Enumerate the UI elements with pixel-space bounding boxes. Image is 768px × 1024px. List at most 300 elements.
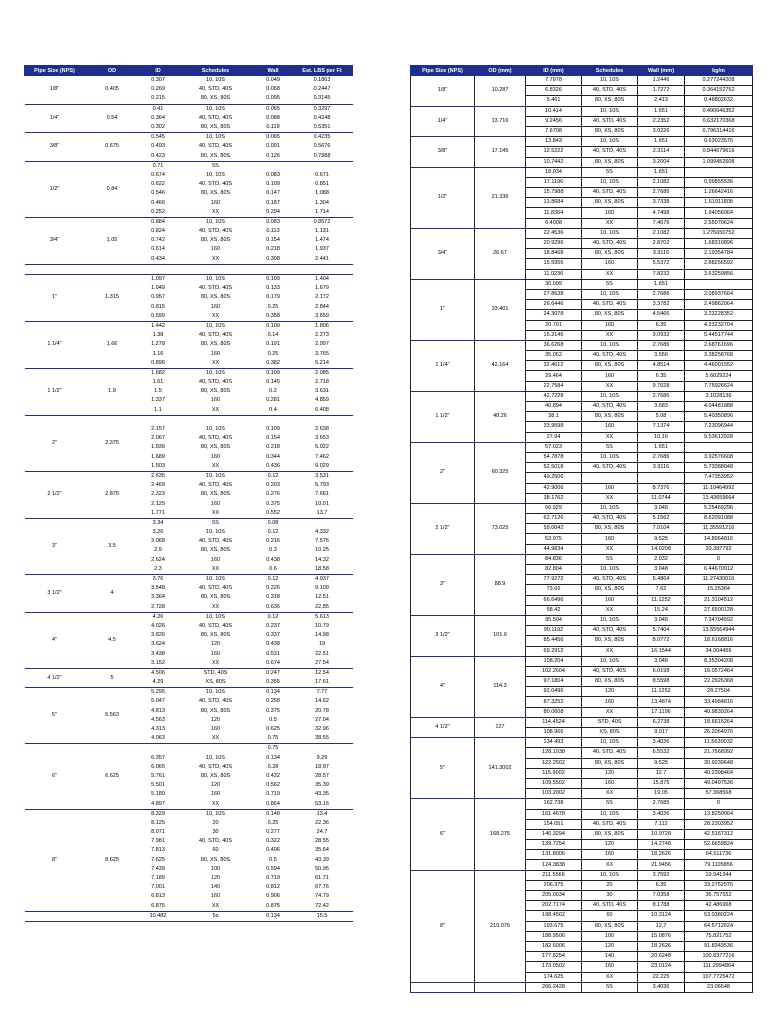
wall-cell: 0.719	[266, 791, 280, 798]
weight-cell: 1.714	[292, 208, 353, 218]
wall-cell: 0.864	[255, 799, 292, 809]
schedule-cell: 10, 10S	[177, 217, 255, 227]
weight-cell: 14.32	[315, 556, 329, 563]
wall-cell: 13.4874	[638, 697, 685, 707]
id-cell: 77.9272	[526, 575, 582, 585]
id-cell: 15.2146	[526, 330, 582, 340]
od-cell: 10.287	[475, 76, 526, 107]
weight-cell: 1.474	[315, 237, 329, 244]
schedule-cell: 120	[582, 941, 638, 951]
weight-cell: 19.941344	[685, 870, 753, 880]
wall-cell: 3.0226	[638, 126, 685, 136]
id-cell: 115.9002	[526, 768, 582, 778]
wall-cell: 6.5532	[638, 748, 685, 758]
weight-cell: 13.7	[292, 509, 353, 519]
schedule-cell: 160	[210, 726, 221, 733]
right-header-cell: kg/m	[685, 66, 753, 76]
weight-cell: 22.2926368	[685, 677, 753, 687]
wall-cell: 10.16	[638, 432, 685, 442]
wall-cell: 0.109	[266, 426, 280, 433]
left-table-row	[25, 415, 353, 425]
schedule-cell: 40, STD, 40S	[198, 435, 233, 442]
wall-cell: 6.35	[638, 320, 685, 330]
right-header-cell: Pipe Size (NPS)	[411, 66, 475, 76]
wall-cell: 8.5598	[638, 677, 685, 687]
id-cell: 0.302	[140, 123, 177, 133]
weight-cell: 2.68761696	[685, 340, 753, 350]
weight-cell: 7.47353952	[685, 473, 753, 483]
id-cell: 6.065	[151, 763, 165, 770]
wall-cell: 0.134	[255, 911, 292, 921]
wall-cell: 12.7	[638, 921, 685, 931]
schedule-cell: 40, STD, 40S	[582, 819, 638, 829]
id-cell: 0.884	[140, 217, 177, 227]
weight-cell: 1.275650752	[685, 228, 753, 238]
schedule-cell: XX	[177, 255, 255, 265]
id-cell: 161.4678	[526, 809, 582, 819]
weight-cell: 18.6615264	[685, 717, 753, 727]
schedule-cell: XS, 80S	[582, 728, 638, 738]
weight-cell: 10.01	[315, 500, 329, 507]
weight-cell: 0.5351	[292, 123, 353, 133]
weight-cell: 2.88256592	[685, 259, 753, 269]
schedule-cell: 160	[210, 246, 221, 253]
weight-cell: 0.277244208	[685, 76, 753, 86]
schedule-cell: 120	[210, 782, 221, 789]
wall-cell: 0.065	[255, 104, 292, 114]
id-cell: 0.599	[140, 312, 177, 322]
weight-cell: 0.671	[315, 171, 329, 178]
wall-cell: 21.9456	[638, 860, 685, 870]
wall-cell: 3.048	[638, 503, 685, 513]
schedule-cell: 80, XS, 80S	[582, 524, 638, 534]
id-cell: 3.152	[140, 659, 177, 669]
id-cell: 7.189	[151, 875, 165, 882]
id-cell: 7.001	[151, 884, 165, 891]
metric-header-row	[411, 66, 753, 76]
od-cell: 1.315	[85, 274, 140, 321]
weight-cell: 5.214	[292, 359, 353, 369]
schedule-cell: 80, XS, 80S	[582, 198, 638, 208]
schedule-cell: 80, XS, 80S	[200, 388, 231, 395]
weight-cell: 0	[685, 554, 753, 564]
wall-cell: 0.432	[266, 772, 280, 779]
pipe-size-cell: 5"	[411, 738, 475, 799]
weight-cell: 1.806	[292, 321, 353, 331]
schedule-cell: 10, 10S	[582, 870, 638, 880]
wall-cell: 0.091	[266, 143, 280, 150]
weight-cell: 16.0572464	[685, 666, 753, 676]
id-cell: 266.2428	[526, 982, 582, 992]
id-cell: 3.26	[152, 529, 164, 536]
right-header-cell: Wall (mm)	[638, 66, 685, 76]
schedule-cell: 100	[582, 931, 638, 941]
schedule-cell: 10, 10S	[582, 738, 638, 748]
weight-cell: 1.94056064	[685, 208, 753, 218]
schedule-cell: 5S	[177, 518, 255, 528]
wall-cell: 0.12	[255, 574, 292, 584]
imperial-pipe-table	[24, 65, 353, 922]
wall-cell: 0.109	[255, 274, 292, 284]
wall-cell: 3.048	[638, 615, 685, 625]
schedule-cell: XX	[177, 565, 255, 575]
wall-cell: 0.276	[266, 491, 280, 498]
weight-cell: 22.36	[315, 819, 329, 826]
weight-cell: 11.5630032	[685, 738, 753, 748]
wall-cell: 22.225	[638, 972, 685, 982]
schedule-cell: 80, XS, 80S	[582, 921, 638, 931]
od-cell: 5	[85, 668, 140, 687]
od-cell: 26.67	[475, 228, 526, 279]
schedule-cell: XS, 80S	[177, 678, 255, 688]
id-cell	[140, 264, 177, 274]
wall-cell: 11.1252	[638, 595, 685, 605]
wall-cell: 0.375	[266, 707, 280, 714]
wall-cell: 5.08	[638, 412, 685, 422]
wall-cell: 0.375	[266, 500, 280, 507]
wall-cell: 0.75	[255, 734, 292, 744]
schedule-cell: 80, XS, 80S	[582, 829, 638, 839]
id-cell: 1.097	[140, 274, 177, 284]
schedule-cell: 80, XS, 80S	[582, 249, 638, 259]
wall-cell: 0.113	[266, 228, 280, 235]
schedule-cell: 160	[210, 350, 221, 357]
schedule-cell: 160	[582, 534, 638, 544]
schedule-cell: 5s	[177, 911, 255, 921]
wall-cell: 0.12	[255, 612, 292, 622]
schedule-cell: 10, 10S	[177, 471, 255, 481]
wall-cell: 2.7686	[638, 391, 685, 401]
id-cell: 108.204	[526, 656, 582, 666]
wall-cell: 0.258	[266, 698, 280, 705]
schedule-cell: 5S	[582, 167, 638, 177]
wall-cell: 0.147	[266, 190, 280, 197]
id-cell: 7.981	[151, 838, 165, 845]
weight-cell: 5.6029224	[685, 371, 753, 381]
wall-cell: 19.05	[638, 789, 685, 799]
id-cell: 40.894	[526, 402, 582, 412]
weight-cell: 3.765	[315, 350, 329, 357]
wall-cell: 9.017	[638, 728, 685, 738]
schedule-cell: 40, STD, 40S	[198, 763, 233, 770]
schedule-cell: 80, XS, 80S	[200, 707, 231, 714]
wall-cell: 0.25	[267, 303, 279, 310]
id-cell: 22.4536	[526, 228, 582, 238]
weight-cell: 0.4248	[313, 114, 331, 121]
metric-table-body	[411, 76, 753, 993]
id-cell: 3.068	[151, 538, 165, 545]
wall-cell: 11.1252	[638, 687, 685, 697]
od-cell: 0.54	[85, 104, 140, 133]
wall-cell: 3.7338	[638, 198, 685, 208]
od-cell: 0.405	[85, 76, 140, 105]
pipe-size-cell: 1"	[411, 279, 475, 340]
schedule-cell: 80, XS, 80S	[200, 772, 231, 779]
right-table-row	[411, 615, 753, 625]
weight-cell: 2.49862064	[685, 300, 753, 310]
schedule-cell: 80, XS, 80S	[582, 412, 638, 422]
left-table-row	[25, 471, 353, 481]
schedule-cell: 120	[582, 840, 638, 850]
weight-cell: 9.53612928	[685, 432, 753, 442]
weight-cell: 1.099452608	[685, 157, 753, 167]
id-cell: 0.824	[151, 228, 165, 235]
schedule-cell: XX	[177, 406, 255, 416]
pipe-size-cell: 2 1/2"	[25, 471, 85, 518]
weight-cell: 61.71	[315, 875, 329, 882]
schedule-cell: 40, STD, 40S	[582, 239, 638, 249]
weight-cell: 72.42	[292, 902, 353, 912]
id-cell: 3.548	[151, 585, 165, 592]
weight-cell: 14.8964816	[685, 534, 753, 544]
schedule-cell: 10, 10S	[582, 452, 638, 462]
weight-cell: 13.8250064	[685, 809, 753, 819]
schedule-cell: 40, STD, 40S	[198, 114, 233, 121]
schedule-cell: 10, 10S	[177, 321, 255, 331]
schedule-cell: 120	[210, 875, 221, 882]
wall-cell: 3.7592	[638, 870, 685, 880]
wall-cell: 18.2626	[638, 850, 685, 860]
right-table-row	[411, 982, 753, 992]
od-cell: 2.375	[85, 415, 140, 471]
schedule-cell	[582, 473, 638, 483]
weight-cell: 7.661	[315, 491, 329, 498]
pipe-size-cell: 5"	[25, 688, 85, 744]
wall-cell: 7.8232	[638, 269, 685, 279]
weight-cell: 2.172	[315, 294, 329, 301]
wall-cell: 14.0208	[638, 544, 685, 554]
wall-cell: 0.154	[266, 435, 280, 442]
schedule-cell: 80, XS, 80S	[177, 94, 255, 104]
pipe-size-cell: 2 1/2"	[411, 503, 475, 554]
weight-cell: 1.304	[315, 199, 329, 206]
id-cell: 42.7228	[526, 391, 582, 401]
wall-cell: 0.2	[269, 388, 277, 395]
weight-cell: 34.004456	[685, 646, 753, 656]
od-cell: 1.05	[85, 217, 140, 264]
wall-cell: 2.7686	[638, 188, 685, 198]
schedule-cell: 160	[210, 453, 221, 460]
weight-cell: 0.8572	[292, 217, 353, 227]
pipe-size-cell	[25, 911, 85, 921]
wall-cell: 0.75	[255, 744, 292, 754]
wall-cell: 0.179	[266, 294, 280, 301]
wall-cell: 2.1082	[638, 177, 685, 187]
schedule-cell: 40, STD, 40S	[198, 622, 233, 629]
id-cell: 95.504	[526, 615, 582, 625]
weight-cell: 2.718	[315, 379, 329, 386]
schedule-cell: 10, 10S	[177, 688, 255, 698]
schedule-cell: 10, 10S	[582, 340, 638, 350]
wall-cell: 0.28	[267, 763, 279, 770]
weight-cell: 13.4	[292, 809, 353, 819]
id-cell: 0.423	[140, 152, 177, 162]
od-cell: 0.84	[85, 161, 140, 217]
weight-cell: 28.2303952	[685, 819, 753, 829]
weight-cell: 2.638	[315, 426, 329, 433]
wall-cell: 6.2738	[638, 717, 685, 727]
schedule-cell: 40, STD, 40S	[582, 901, 638, 911]
pipe-size-cell: 3/8"	[25, 133, 85, 162]
wall-cell: 7.4676	[638, 218, 685, 228]
id-cell: 173.0502	[526, 962, 582, 972]
id-cell: 58.42	[526, 605, 582, 615]
right-table-row	[411, 503, 753, 513]
schedule-cell: 160	[582, 422, 638, 432]
schedule-cell: 80, XS, 80S	[582, 126, 638, 136]
pipe-size-cell: 1/4"	[411, 106, 475, 137]
id-cell: 11.8364	[526, 208, 582, 218]
id-cell: 124.3838	[526, 860, 582, 870]
pipe-size-cell: 1/2"	[411, 167, 475, 228]
wall-cell: 2.7685	[638, 799, 685, 809]
weight-cell: 0.844679616	[685, 147, 753, 157]
id-cell: 7.6708	[526, 126, 582, 136]
schedule-cell: 40, STD, 40S	[198, 585, 233, 592]
right-header-cell: OD (mm)	[475, 66, 526, 76]
wall-cell: 0.083	[255, 217, 292, 227]
schedule-cell: XX	[582, 381, 638, 391]
wall-cell: 0.203	[266, 482, 280, 489]
schedule-cell: 10, 10S	[582, 656, 638, 666]
schedule-cell: 10, 10S	[206, 426, 225, 433]
weight-cell: 0.2447	[313, 86, 331, 93]
pipe-size-cell: 8"	[411, 870, 475, 982]
weight-cell: 53.0380224	[685, 911, 753, 921]
wall-cell: 0.281	[266, 397, 280, 404]
weight-cell: 0.46802632	[685, 96, 753, 106]
weight-cell: 21.3104512	[685, 595, 753, 605]
pipe-size-cell: 3"	[411, 554, 475, 615]
wall-cell: 3.556	[638, 351, 685, 361]
wall-cell: 8.1788	[638, 901, 685, 911]
schedule-cell: 10, 10S	[582, 137, 638, 147]
pipe-size-cell: 3 1/2"	[411, 615, 475, 656]
id-cell: 2.635	[140, 471, 177, 481]
schedule-cell: 160	[582, 259, 638, 269]
id-cell: 139.7254	[526, 840, 582, 850]
weight-cell: 7.77	[292, 688, 353, 698]
weight-cell: 57.368568	[685, 789, 753, 799]
weight-cell: 0.63023576	[685, 137, 753, 147]
weight-cell: 33.4984816	[685, 697, 753, 707]
schedule-cell: 40, STD, 40S	[198, 482, 233, 489]
left-table-row	[25, 321, 353, 331]
wall-cell: 0.134	[266, 754, 280, 761]
weight-cell: 67.76	[315, 884, 329, 891]
id-cell: 0.957	[151, 294, 165, 301]
id-cell: 4.29	[140, 678, 177, 688]
id-cell	[140, 744, 177, 754]
pipe-size-cell: 3"	[25, 518, 85, 574]
id-cell: 177.8254	[526, 952, 582, 962]
weight-cell: 15.25364	[685, 585, 753, 595]
id-cell: 10.7442	[526, 157, 582, 167]
weight-cell	[292, 415, 353, 425]
right-table-row	[411, 717, 753, 727]
left-table-row	[25, 668, 353, 678]
wall-cell: 9.7028	[638, 381, 685, 391]
schedule-cell: XX	[582, 646, 638, 656]
schedule-cell: 40, STD, 40S	[198, 181, 233, 188]
id-cell: 146.3294	[526, 829, 582, 839]
wall-cell: 3.2004	[638, 157, 685, 167]
left-table-row	[25, 612, 353, 622]
id-cell: 8.125	[151, 819, 165, 826]
id-cell: 3.364	[151, 594, 165, 601]
wall-cell: 0.531	[266, 650, 280, 657]
schedule-cell: 80, XS, 80S	[200, 294, 231, 301]
wall-cell	[255, 161, 292, 171]
id-cell: 5.501	[151, 782, 165, 789]
schedule-cell: 40, STD, 40S	[582, 514, 638, 524]
id-cell: 13.843	[526, 137, 582, 147]
wall-cell: 0.133	[266, 285, 280, 292]
id-cell: 6.357	[151, 754, 165, 761]
wall-cell: 5.5372	[638, 259, 685, 269]
weight-cell: 27.54	[292, 659, 353, 669]
id-cell: 2.157	[151, 426, 165, 433]
weight-cell: 17.61	[292, 678, 353, 688]
id-cell: 206.375	[526, 880, 582, 890]
schedule-cell: XX	[177, 603, 255, 613]
wall-cell: 0.438	[266, 641, 280, 648]
id-cell: 174.625	[526, 972, 582, 982]
weight-cell: 36.757552	[685, 891, 753, 901]
wall-cell: 1.7272	[638, 86, 685, 96]
schedule-cell: XX	[582, 605, 638, 615]
id-cell: 1.5	[154, 388, 162, 395]
id-cell: 69.2912	[526, 646, 582, 656]
weight-cell: 3.531	[292, 471, 353, 481]
schedule-cell: 140	[582, 952, 638, 962]
right-table-row	[411, 340, 753, 350]
left-header-cell: Wall	[255, 66, 292, 76]
weight-cell: 28.27504	[685, 687, 753, 697]
weight-cell: 0.1863	[292, 76, 353, 86]
weight-cell: 0.632170368	[685, 116, 753, 126]
weight-cell: 1.937	[315, 246, 329, 253]
id-cell: 0.674	[151, 171, 165, 178]
pipe-size-cell: 4"	[411, 656, 475, 717]
left-table-row	[25, 744, 353, 754]
id-cell: 0.546	[151, 190, 165, 197]
od-cell: 88.9	[475, 554, 526, 615]
weight-cell	[685, 442, 753, 452]
id-cell: 211.5566	[526, 870, 582, 880]
wall-cell: 6.35	[638, 371, 685, 381]
id-cell: 38.1	[526, 412, 582, 422]
weight-cell: 3.1028136	[685, 391, 753, 401]
id-cell: 3.826	[151, 632, 165, 639]
id-cell: 0.364	[151, 114, 165, 121]
wall-cell: 17.1196	[638, 707, 685, 717]
id-cell: 1.682	[140, 368, 177, 378]
weight-cell: 35.39	[315, 782, 329, 789]
weight-cell: 50.95	[315, 865, 329, 872]
wall-cell: 0.226	[266, 585, 280, 592]
wall-cell: 0.674	[255, 659, 292, 669]
pipe-size-cell: 1 1/4"	[411, 340, 475, 391]
wall-cell: 4.8514	[638, 361, 685, 371]
wall-cell: 0.438	[266, 556, 280, 563]
metric-pipe-table-wrapper	[410, 65, 752, 993]
wall-cell: 3.9116	[638, 249, 685, 259]
od-cell: 219.075	[475, 870, 526, 982]
id-cell: 0.545	[140, 133, 177, 143]
id-cell: 128.1938	[526, 748, 582, 758]
schedule-cell: 40, STD, 40S	[582, 86, 638, 96]
